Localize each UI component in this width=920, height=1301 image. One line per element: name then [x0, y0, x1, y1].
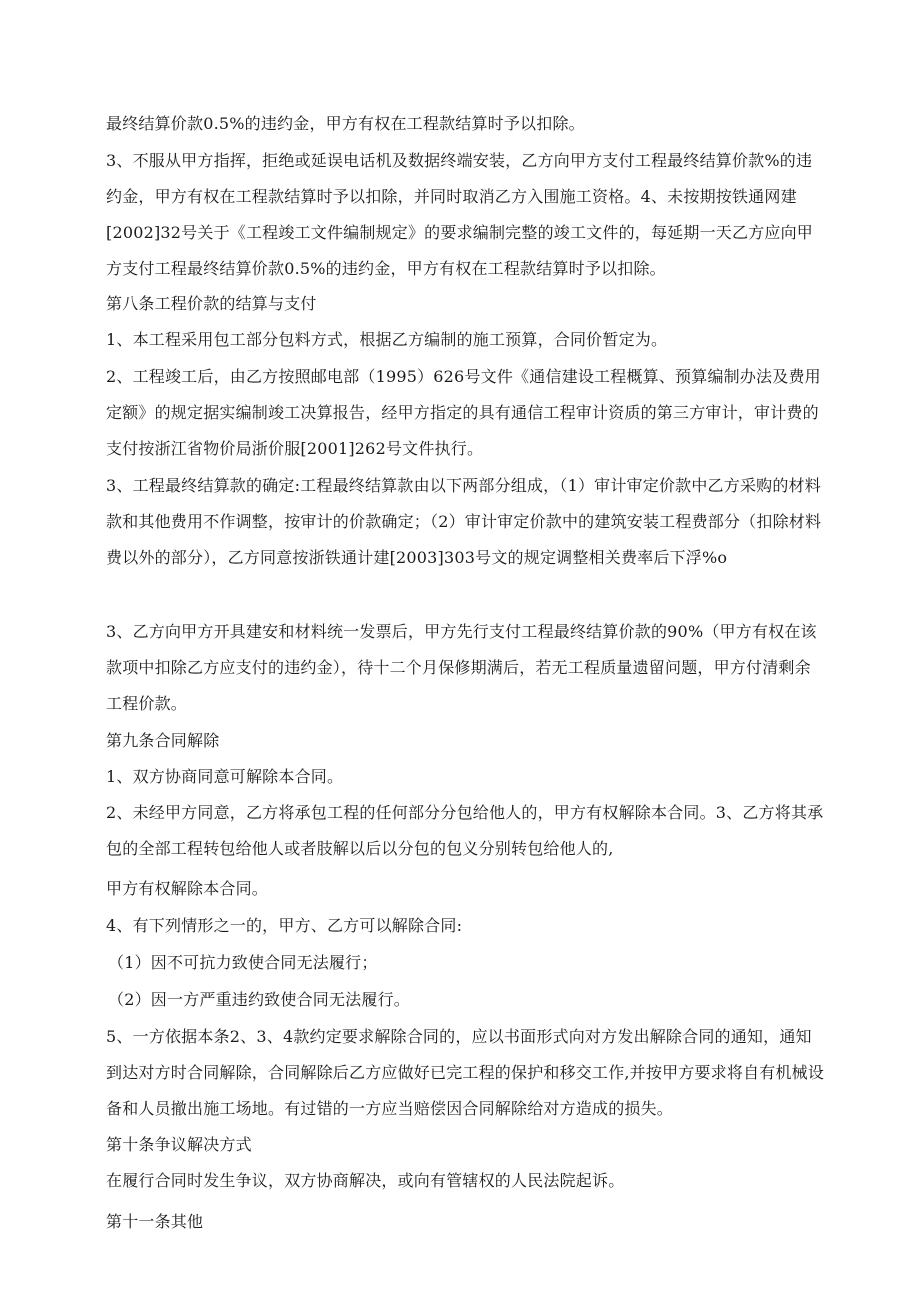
paragraph-article-8-item-2: 2、工程竣工后，由乙方按照邮电部（1995）626号文件《通信建设工程概算、预算编制办法及费用定额》的规定据实编制竣工决算报告，经甲方指定的具有通信工程审计资质的第三方审计，审计费的支付按浙江省物价局浙价服[2001]262号文件执行。 — [106, 367, 821, 458]
paragraph-article-8-payment: 3、乙方向甲方开具建安和材料统一发票后，甲方先行支付工程最终结算价款的90%（甲方有权在该款项中扣除乙方应支付的违约金），待十二个月保修期满后，若无工程质量遗留问题，甲方付清剩余工程价款。 — [106, 622, 817, 713]
heading-article-10: 第十条争议解决方式 — [106, 1135, 252, 1154]
heading-article-9: 第九条合同解除 — [106, 731, 220, 750]
paragraph-article-9-item-4: 4、有下列情形之一的，甲方、乙方可以解除合同: — [106, 916, 463, 935]
heading-article-8: 第八条工程价款的结算与支付 — [106, 294, 317, 313]
paragraph-article-8-item-1: 1、本工程采用包工部分包料方式，根据乙方编制的施工预算，合同价暂定为。 — [106, 330, 668, 349]
paragraph-article-9-item-2-3: 2、未经甲方同意，乙方将承包工程的任何部分分包给他人的，甲方有权解除本合同。3、乙方将其承包的全部工程转包给他人或者肢解以后以分包的包义分别转包给他人的, — [106, 803, 824, 858]
paragraph-article-8-item-3: 3、工程最终结算款的确定:工程最终结算款由以下两部分组成，（1）审计审定价款中乙方采购的材料款和其他费用不作调整，按审计的价款确定；（2）审计审定价款中的建筑安装工程费部分（扣除材料费以外的部分），乙方同意按浙铁通计建[2003]303号文的规定调整相关费率后下浮%o — [106, 476, 822, 567]
paragraph-article-9-item-4-sub-1: （1）因不可抗力致使合同无法履行； — [108, 953, 378, 972]
heading-article-11: 第十一条其他 — [106, 1212, 204, 1231]
paragraph-article-9-item-1: 1、双方协商同意可解除本合同。 — [106, 767, 344, 786]
paragraph-article-9-item-3-end: 甲方有权解除本合同。 — [106, 879, 269, 898]
paragraph-penalty-clauses-3-4: 3、不服从甲方指挥，拒绝或延误电话机及数据终端安装，乙方向甲方支付工程最终结算价款%的违约金，甲方有权在工程款结算时予以扣除，并同时取消乙方入围施工资格。4、未按期按铁通网建[2002]32号关于《工程竣工文件编制规定》的要求编制完整的竣工文件的，每延期一天乙方应向甲方支付工程最终结算价款0.5%的违约金，甲方有权在工程款结算时予以扣除。 — [106, 151, 813, 278]
paragraph-penalty-continuation: 最终结算价款0.5%的违约金，甲方有权在工程款结算时予以扣除。 — [106, 114, 585, 133]
paragraph-article-9-item-4-sub-2: （2）因一方严重违约致使合同无法履行。 — [108, 990, 410, 1009]
paragraph-article-9-item-5: 5、一方依据本条2、3、4款约定要求解除合同的，应以书面形式向对方发出解除合同的通知，通知到达对方时合同解除，合同解除后乙方应做好已完工程的保护和移交工作,并按甲方要求将自有机械设备和人员撤出施工场地。有过错的一方应当赔偿因合同解除给对方造成的损失。 — [106, 1027, 825, 1118]
paragraph-article-10-body: 在履行合同时发生争议，双方协商解决，或向有管辖权的人民法院起诉。 — [106, 1171, 625, 1190]
